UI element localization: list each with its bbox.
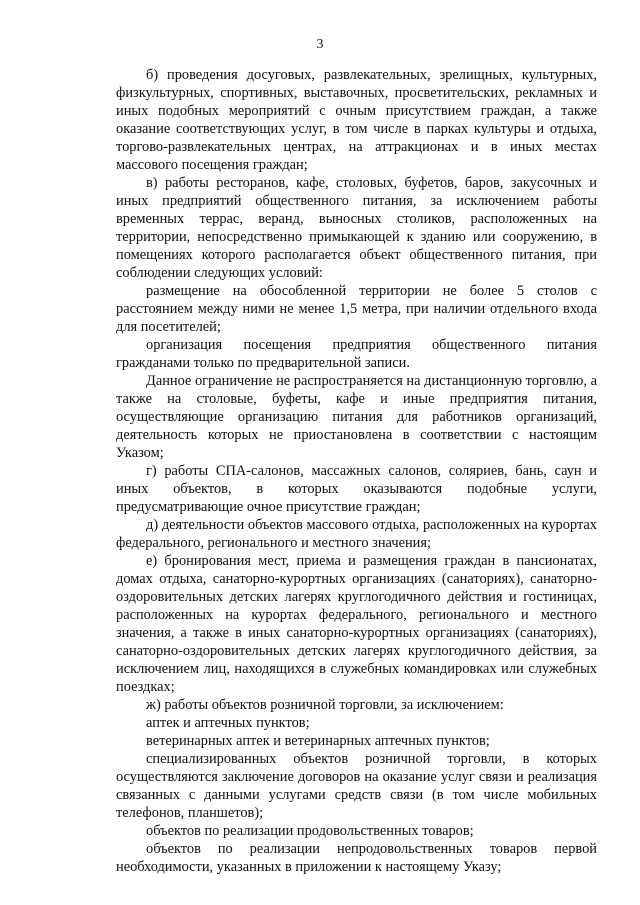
paragraph-e: е) бронирования мест, приема и размещения граждан в пансионатах, домах отдыха, санаторно-курортных организациях (санаториях), санаторно-оздоровительных детских лагерях круглогодичного действия и гостиницах, расположенных на курортах федерального, регионального и местного значения, а также в иных санаторно-курортных организациях (санаториях), санаторно-оздоровительных детских лагерях круглогодичного действия, за исключением лиц, находящихся в служебных командировках или служебных поездках; bbox=[116, 553, 597, 695]
page-number: 3 bbox=[316, 37, 324, 52]
paragraph-g: г) работы СПА-салонов, массажных салонов, соляриев, бань, саун и иных объектов, в которых оказываются подобные услуги, предусматривающие очное присутствие граждан; bbox=[116, 463, 597, 515]
paragraph-v: в) работы ресторанов, кафе, столовых, буфетов, баров, закусочных и иных предприятий общественного питания, за исключением работы временных террас, веранд, выносных столиков, расположенных на территории, непосредственно примыкающей к зданию или сооружению, в помещениях которого располагается объект общественного питания, при соблюдении следующих условий: bbox=[116, 175, 597, 281]
list-item-essentials-retail: объектов по реализации непродовольственных товаров первой необходимости, указанных в приложении к настоящему Указу; bbox=[116, 841, 597, 875]
list-item-food-retail: объектов по реализации продовольственных товаров; bbox=[146, 823, 474, 839]
document-body bbox=[116, 66, 597, 876]
paragraph-d: д) деятельности объектов массового отдыха, расположенных на курортах федерального, регионального и местного значения; bbox=[116, 517, 597, 551]
paragraph-condition-booking: организация посещения предприятия общественного питания гражданами только по предварительной записи. bbox=[116, 337, 597, 371]
paragraph-b: б) проведения досуговых, развлекательных, зрелищных, культурных, физкультурных, спортивных, выставочных, просветительских, рекламных и иных подобных мероприятий с очным присутствием граждан, а также оказание соответствующих услуг, в том числе в парках культуры и отдыха, торгово-развлекательных центрах, на аттракционах и в иных местах массового посещения граждан; bbox=[116, 67, 597, 173]
list-item-pharmacies: аптек и аптечных пунктов; bbox=[146, 715, 310, 731]
paragraph-exception: Данное ограничение не распространяется на дистанционную торговлю, а также на столовые, буфеты, кафе и иные предприятия питания, осуществляющие организацию питания для работников организаций, деятельность которых не приостановлена в соответствии с настоящим Указом; bbox=[116, 373, 597, 461]
list-item-telecom-retail: специализированных объектов розничной торговли, в которых осуществляются заключение договоров на оказание услуг связи и реализация связанных с данными услугами средств связи (в том числе мобильных телефонов, планшетов); bbox=[116, 751, 597, 821]
paragraph-zh: ж) работы объектов розничной торговли, за исключением: bbox=[146, 697, 504, 713]
list-item-vet-pharmacies: ветеринарных аптек и ветеринарных аптечных пунктов; bbox=[146, 733, 490, 749]
paragraph-condition-tables: размещение на обособленной территории не более 5 столов с расстоянием между ними не менее 1,5 метра, при наличии отдельного входа для посетителей; bbox=[116, 283, 597, 335]
